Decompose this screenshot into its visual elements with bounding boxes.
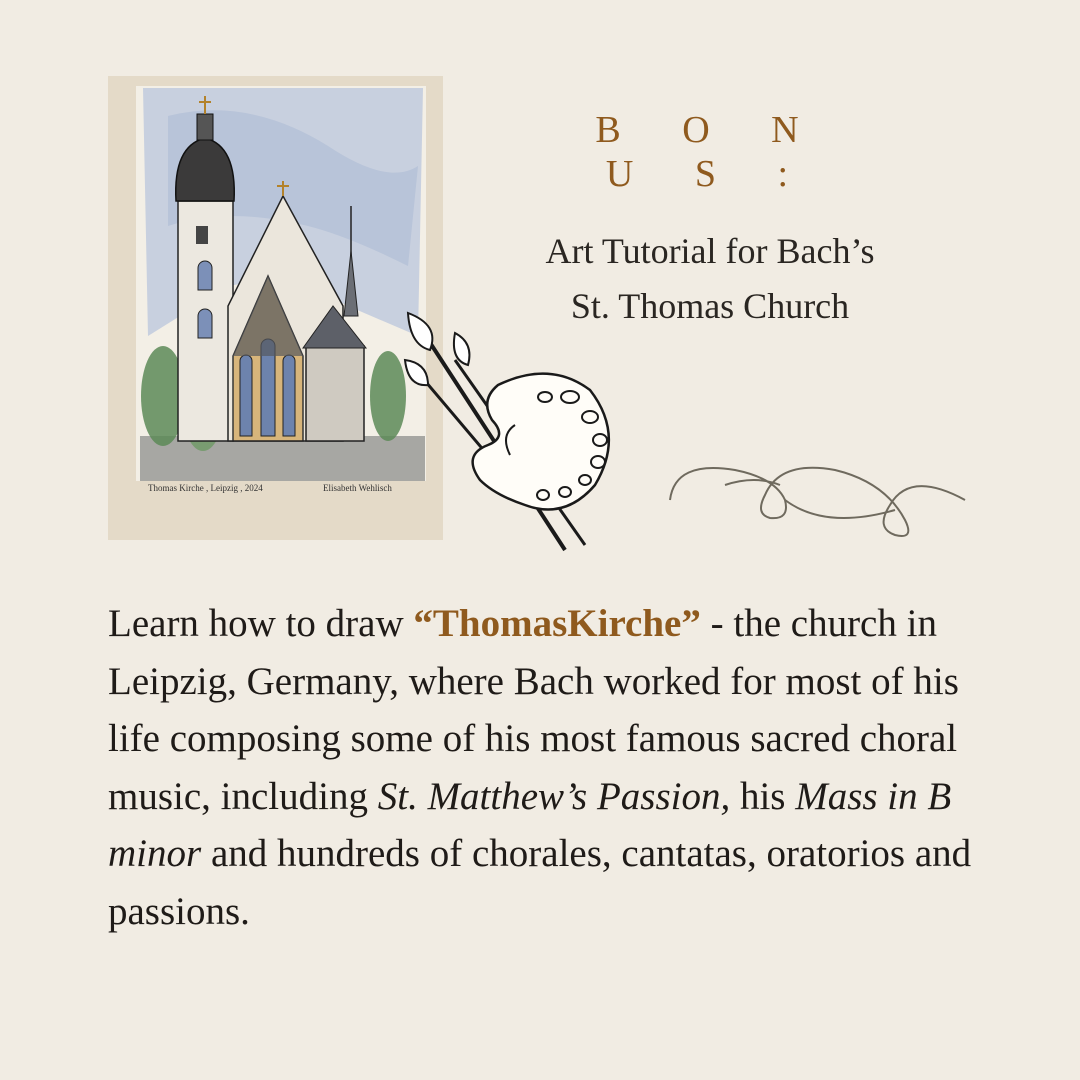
description-part-4: and hundreds of chorales, cantatas, oratorios and passions. xyxy=(108,832,972,933)
work-title-st-matthew: St. Matthew’s Passion, xyxy=(377,774,731,818)
bonus-label: B O N U S : xyxy=(595,109,825,195)
painting-caption-left: Thomas Kirche , Leipzig , 2024 xyxy=(148,483,263,493)
paint-palette-icon xyxy=(400,305,625,555)
description-part-3: his xyxy=(730,774,796,818)
flourish-ornament xyxy=(665,440,970,545)
description-intro: Learn how to draw xyxy=(108,602,414,645)
description-paragraph xyxy=(108,595,988,940)
painting-caption-right: Elisabeth Wehlisch xyxy=(323,483,392,493)
subtitle-line-1: Art Tutorial for Bach’s xyxy=(545,231,875,271)
description-part-2: - the church in Leipzig, Germany, where Bach worked for most of his life composing some of his most famous sacred choral music, including xyxy=(108,602,959,818)
subtitle-line-2: St. Thomas Church xyxy=(570,286,850,326)
church-name-highlight: “ThomasKirche” xyxy=(413,602,701,645)
work-title-mass-b-minor: Mass in B minor xyxy=(108,774,952,875)
church-painting xyxy=(108,76,443,540)
